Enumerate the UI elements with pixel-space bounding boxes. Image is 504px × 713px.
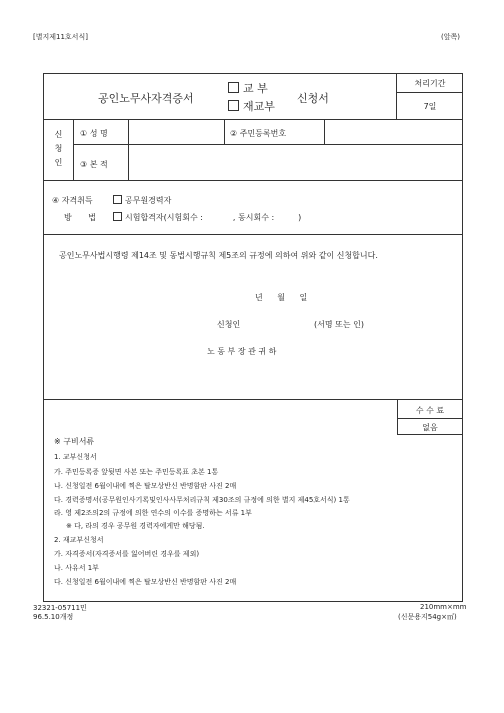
applicant-section-label: 신청인 — [54, 130, 63, 167]
paper-type: (신문용지54g×㎡) — [398, 613, 457, 621]
acquisition-option-exam: 시험합격자(시험회수 : , 동시회수 : ) — [113, 212, 301, 223]
form-code: 32321-05711민 — [33, 604, 87, 612]
statement-text: 공인노무사법시행령 제14조 및 동법시행규칙 제5조의 규정에 의하여 위와 같이 신청합니다. — [59, 251, 378, 260]
form-number: [별지제11호서식] — [33, 33, 88, 41]
form-title: 공인노무사자격증서 — [98, 92, 194, 105]
id-number-field[interactable] — [325, 121, 462, 143]
required-documents-heading: ※ 구비서류 — [54, 437, 95, 446]
domicile-label: ③ 본 적 — [80, 160, 108, 169]
document-line: 다. 경력증명서(공무원인사기록및인사사무처리규칙 제30조의 규정에 의한 별지 제45호서식) 1통 — [54, 496, 350, 504]
document-line: 2. 재교부신청서 — [54, 536, 104, 544]
document-line: 1. 교부신청서 — [54, 453, 97, 461]
document-line: 다. 신청일전 6월이내에 찍은 탈모상반신 반명함판 사진 2매 — [54, 578, 237, 586]
form-title-suffix: 신청서 — [297, 92, 329, 105]
applicant-sign-label: 신청인 — [217, 320, 241, 329]
document-line: 나. 사유서 1부 — [54, 564, 99, 572]
exam-checkbox[interactable] — [113, 212, 122, 221]
fee-label: 수 수 료 — [415, 406, 445, 415]
reissue-checkbox[interactable] — [228, 100, 239, 111]
processing-period-value: 7일 — [423, 102, 437, 111]
date-line: 년 월 일 — [255, 293, 308, 302]
issue-checkbox[interactable] — [228, 82, 239, 93]
page-side-note: (앞쪽) — [441, 33, 460, 41]
acquisition-method-label-2: 방 법 — [64, 213, 96, 222]
official-checkbox[interactable] — [113, 195, 122, 204]
domicile-field[interactable] — [129, 146, 462, 179]
paper-size: 210mm×mm — [420, 603, 467, 611]
document-note: ※ 다, 라의 경우 공무원 경력자에게만 해당됨. — [66, 522, 205, 530]
option-reissue: 재교부 — [228, 98, 275, 114]
acquisition-method-label: ④ 자격취득 — [52, 196, 93, 205]
acquisition-option-official: 공무원경력자 — [113, 195, 171, 206]
id-number-label: ② 주민등록번호 — [230, 129, 287, 138]
document-line: 라. 영 제2조의2의 규정에 의한 연수의 이수를 증명하는 서류 1부 — [54, 509, 252, 517]
name-field[interactable] — [129, 121, 223, 143]
signature-label: (서명 또는 인) — [314, 320, 364, 329]
fee-value: 없음 — [422, 423, 438, 432]
addressee: 노 동 부 장 관 귀 하 — [207, 347, 277, 356]
option-issue: 교 부 — [228, 80, 268, 96]
processing-period-label: 처리기간 — [414, 79, 446, 88]
document-line: 가. 주민등록증 앞뒷면 사본 또는 주민등록표 초본 1통 — [54, 468, 219, 476]
revision-date: 96.5.10개정 — [33, 613, 74, 621]
document-line: 나. 신청일전 6월이내에 찍은 탈모상반신 반명함판 사진 2매 — [54, 482, 237, 490]
document-line: 가. 자격증서(자격증서를 잃어버린 경우를 제외) — [54, 550, 200, 558]
name-label: ① 성 명 — [80, 129, 108, 138]
